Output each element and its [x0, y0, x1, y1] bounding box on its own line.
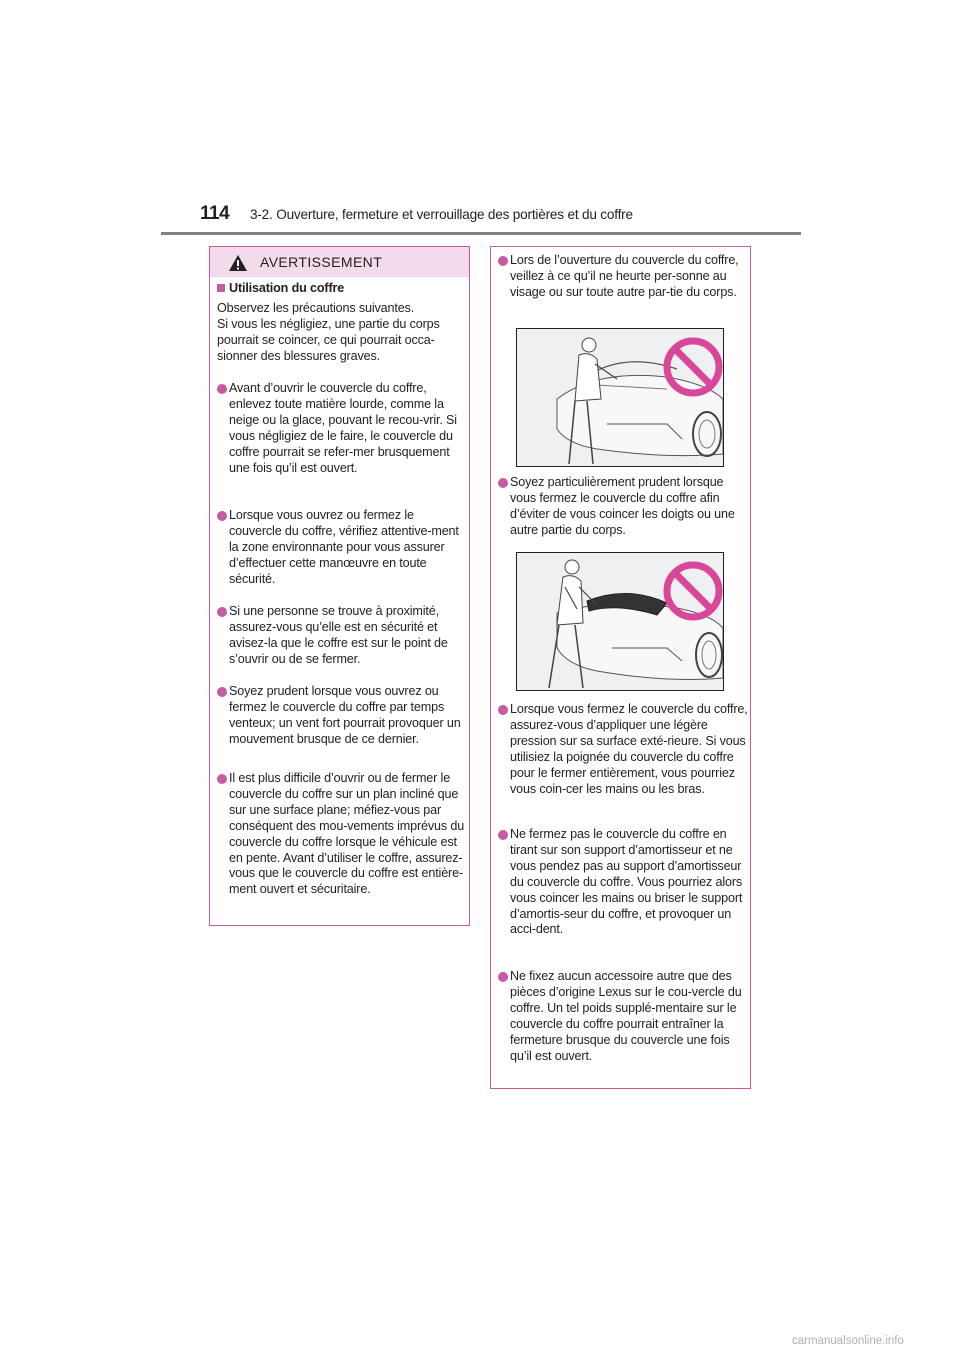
warning-box-right	[490, 246, 751, 1089]
illustration-drawing	[517, 553, 723, 690]
square-bullet-icon	[217, 284, 225, 292]
chapter-title: 3-2. Ouverture, fermeture et verrouillage des portières et du coffre	[250, 207, 633, 222]
bullet-dot-icon	[217, 607, 227, 617]
intro-text: Observez les précautions suivantes. Si vous les négligiez, une partie du corps pourrait se coincer, ce qui pourrait occa-sionner des blessures graves.	[217, 301, 440, 363]
header-rule	[161, 232, 801, 235]
bullet-dot-icon	[498, 256, 508, 266]
illustration-trunk-opening	[516, 328, 724, 467]
warning-header	[210, 247, 469, 277]
bullet-dot-icon	[217, 687, 227, 697]
bullet-item	[217, 604, 467, 668]
bullet-text: Lors de l’ouverture du couvercle du coffre, veillez à ce qu’il ne heurte per-sonne au visage ou sur toute autre par-tie du corps.	[510, 253, 739, 299]
bullet-text: Soyez prudent lorsque vous ouvrez ou fermez le couvercle du coffre par temps venteux; un vent fort pourrait provoquer un mouvement brusque de ce dernier.	[229, 684, 461, 746]
illustration-trunk-closing	[516, 552, 724, 691]
bullet-text: Lorsque vous fermez le couvercle du coffre, assurez-vous d’appliquer une légère pression sur sa surface exté-rieure. Si vous utilisiez la poignée du couvercle du coffre pour le fermer entièrement, vous pourriez vous coin-cer les mains ou les bras.	[510, 702, 748, 796]
bullet-item	[498, 827, 748, 938]
bullet-dot-icon	[498, 830, 508, 840]
bullet-text: Lorsque vous ouvrez ou fermez le couvercle du coffre, vérifiez attentive-ment la zone environnante pour vous assurer d’effectuer cette manœuvre en toute sécurité.	[229, 508, 459, 586]
bullet-item	[498, 253, 748, 301]
bullet-dot-icon	[498, 705, 508, 715]
bullet-text: Soyez particulièrement prudent lorsque vous fermez le couvercle du coffre afin d’éviter de vous coincer les doigts ou une autre partie du corps.	[510, 475, 735, 537]
bullet-item	[217, 508, 467, 588]
bullet-item	[217, 381, 467, 476]
page-number: 114	[200, 203, 230, 224]
bullet-dot-icon	[217, 774, 227, 784]
bullet-item	[217, 771, 467, 898]
warning-title: AVERTISSEMENT	[260, 254, 383, 270]
bullet-text: Avant d’ouvrir le couvercle du coffre, enlevez toute matière lourde, comme la neige ou la glace, pouvant le recou-vrir. Si vous négligiez de le faire, le couvercle du coffre pourrait se refer-mer brusquement une fois qu’il est ouvert.	[229, 381, 457, 475]
warning-box-left	[209, 246, 470, 926]
section-title-text: Utilisation du coffre	[229, 281, 345, 295]
bullet-dot-icon	[217, 384, 227, 394]
illustration-drawing	[517, 329, 723, 466]
bullet-item	[498, 969, 748, 1064]
bullet-item	[498, 475, 748, 539]
warning-triangle-icon	[228, 254, 248, 272]
bullet-text: Ne fermez pas le couvercle du coffre en tirant sur son support d’amortisseur et ne vous pendez pas au support d’amortisseur du couvercle du coffre. Vous pourriez alors vous coincer les mains ou briser le support d’amortis-seur du coffre, et provoquer un acci-dent.	[510, 827, 743, 937]
footer-watermark: carmanualsonline.info	[792, 1335, 904, 1347]
bullet-text: Si une personne se trouve à proximité, assurez-vous qu’elle est en sécurité et avisez-la que le coffre est sur le point de s’ouvrir ou de se fermer.	[229, 604, 448, 666]
bullet-dot-icon	[217, 511, 227, 521]
bullet-item	[217, 684, 467, 748]
bullet-text: Ne fixez aucun accessoire autre que des pièces d’origine Lexus sur le cou-vercle du coffre. Un tel poids supplé-mentaire sur le couvercle du coffre pourrait entraîner la fermeture brusque du couvercle une fois qu’il est ouvert.	[510, 969, 742, 1063]
section-title	[217, 281, 344, 297]
bullet-item	[498, 702, 748, 797]
bullet-dot-icon	[498, 972, 508, 982]
bullet-dot-icon	[498, 478, 508, 488]
bullet-text: Il est plus difficile d’ouvrir ou de fermer le couvercle du coffre sur un plan incliné que sur une surface plane; méfiez-vous par conséquent des mou-vements imprévus du couvercle du coffre lorsque le véhicule est en pente. Avant d’utiliser le coffre, assurez-vous que le couvercle du coffre est entière-ment ouvert et sécuritaire.	[229, 771, 465, 897]
